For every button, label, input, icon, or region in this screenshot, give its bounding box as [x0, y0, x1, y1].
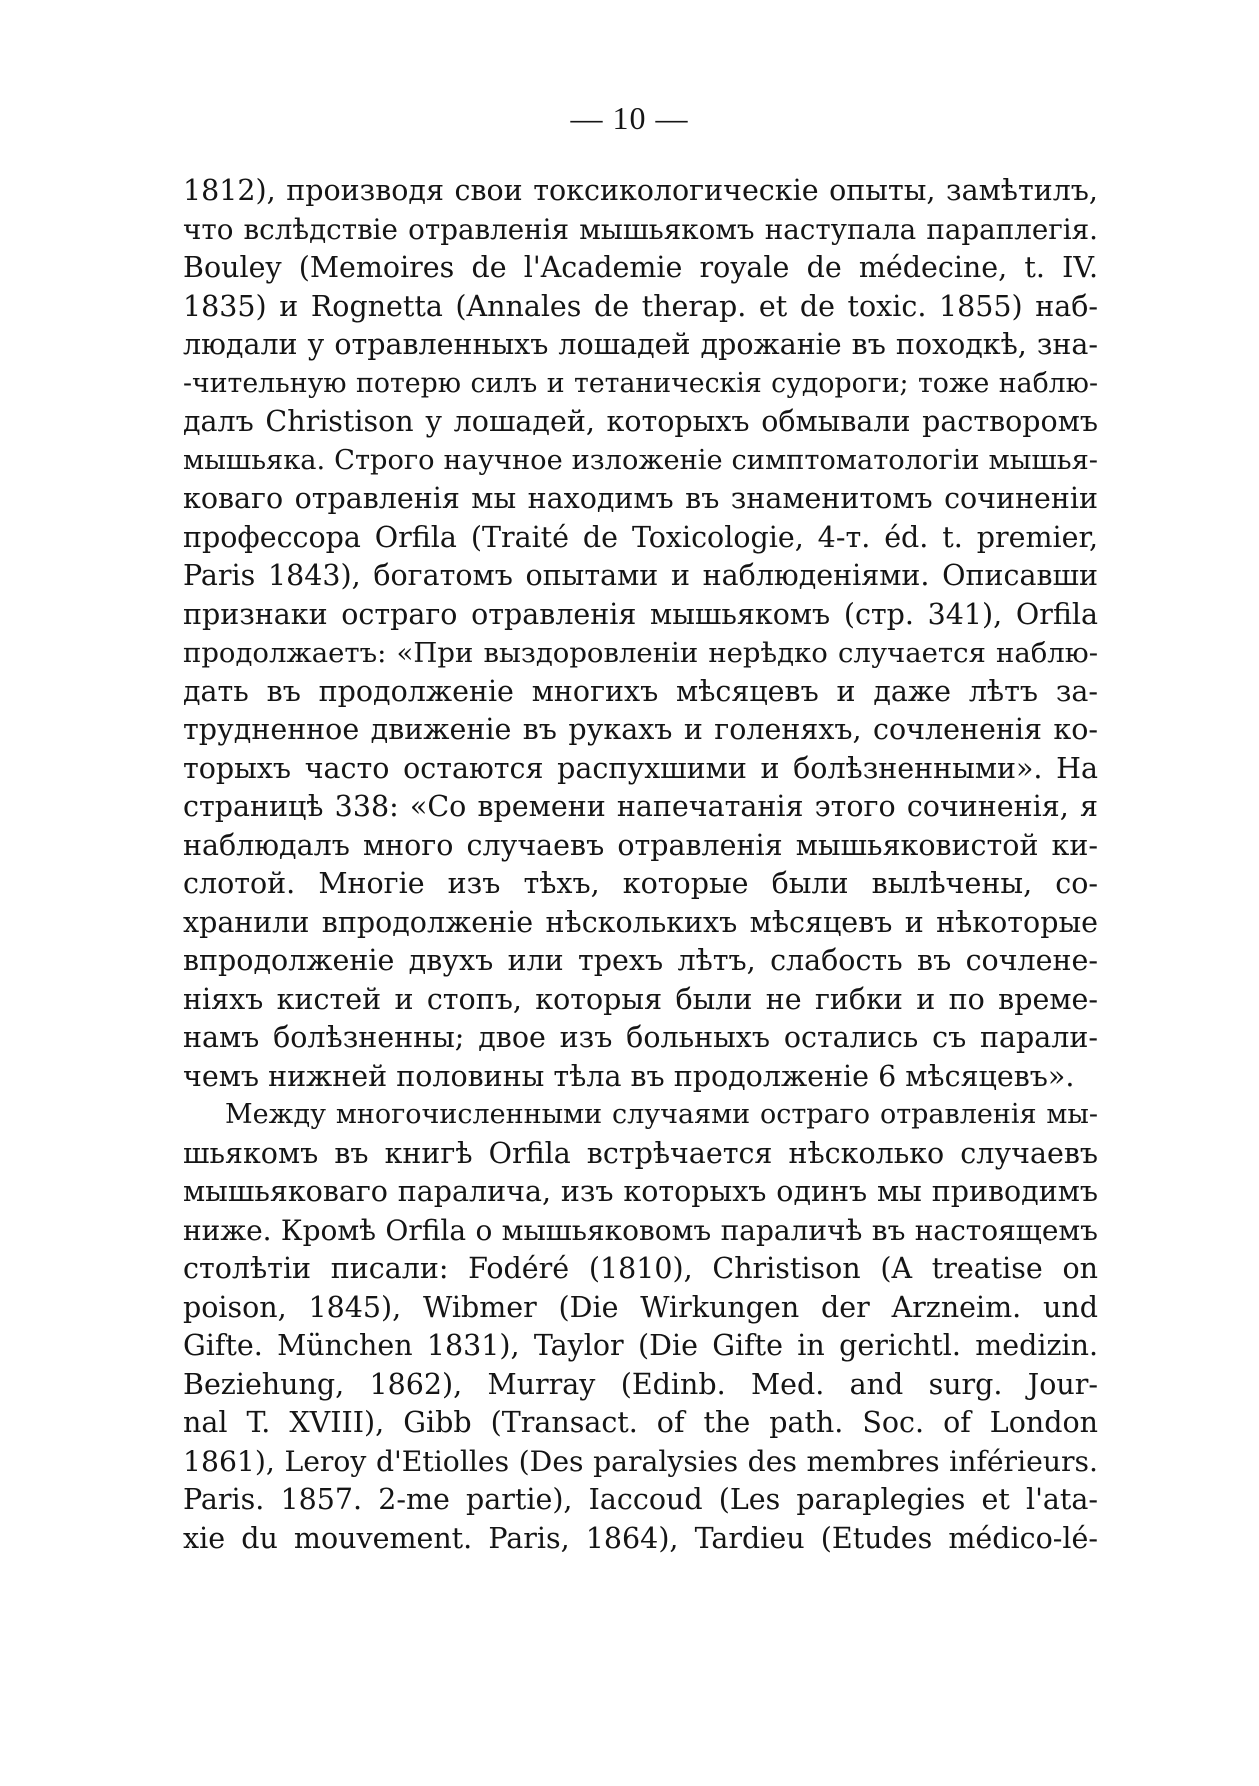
text-line: трудненное движенiе въ рукахъ и голеняхъ, сочлененiя ко-	[183, 713, 1098, 746]
page-number: — 10 —	[570, 100, 689, 136]
text-line: слотой. Многiе изъ тѣхъ, которые были вылѣчены, со-	[183, 867, 1098, 900]
text-line: Paris 1843), богатомъ опытами и наблюденiями. Описавши	[183, 559, 1098, 592]
text-line: впродолженiе двухъ или трехъ лѣтъ, слабость въ сочлене-	[183, 944, 1098, 977]
text-line: далъ Christison у лошадей, которыхъ обмывали растворомъ	[183, 405, 1098, 438]
paragraph-2	[183, 1096, 1098, 1558]
text-line: страницѣ 338: «Со времени напечатанiя этого сочиненiя, я	[183, 790, 1098, 823]
text-line: 1861), Leroy d'Etiolles (Des paralysies des membres inférieurs.	[183, 1444, 1098, 1478]
text-line: признаки остраго отравленiя мышьякомъ (стр. 341), Orfila	[183, 597, 1098, 631]
text-line: 1812), производя свои токсикологическiе опыты, замѣтилъ,	[183, 174, 1098, 207]
paragraph-1	[183, 172, 1098, 1096]
text-line: профессора Orfila (Traité de Toxicologie, 4-т. éd. t. premier,	[183, 520, 1098, 554]
text-line: nal T. XVIII), Gibb (Transact. of the path. Soc. of London	[183, 1406, 1098, 1439]
text-line: что вслѣдствiе отравленiя мышьякомъ наступала параплегiя.	[183, 212, 1098, 246]
text-line: намъ болѣзненны; двое изъ больныхъ остались съ парали-	[183, 1021, 1098, 1054]
text-line: Beziehung, 1862), Murray (Edinb. Med. and surg. Jour-	[183, 1367, 1098, 1401]
text-line: коваго отравленiя мы находимъ въ знаменитомъ сочиненiи	[183, 482, 1098, 515]
text-line: хранили впродолженiе нѣсколькихъ мѣсяцевъ и нѣкоторые	[183, 905, 1098, 939]
text-line: Между многочисленными случаями остраго отравленiя мы-	[225, 1099, 1098, 1130]
text-line: людали у отравленныхъ лошадей дрожанiе въ походкѣ, зна-	[183, 328, 1098, 361]
body-text	[183, 172, 1098, 1558]
text-line: xie du mouvement. Paris, 1864), Tardieu (Etudes médico-lé-	[183, 1521, 1098, 1555]
text-line: торыхъ часто остаются распухшими и болѣзненными». На	[183, 751, 1098, 785]
text-line: ниже. Кромѣ Orfila о мышьяковомъ параличѣ въ настоящемъ	[183, 1213, 1098, 1247]
text-line: дать въ продолженiе многихъ мѣсяцевъ и даже лѣтъ за-	[183, 674, 1098, 708]
text-line: чемъ нижней половины тѣла въ продолженiе 6 мѣсяцевъ».	[183, 1059, 1075, 1093]
text-line: нiяхъ кистей и стопъ, которыя были не гибки и по време-	[183, 982, 1098, 1016]
text-line: мышьяка. Строго научное изложенiе симптоматологiи мышья-	[183, 444, 1098, 476]
text-line: poison, 1845), Wibmer (Die Wirkungen der Arzneim. und	[183, 1290, 1098, 1324]
text-line: шьякомъ въ книгѣ Orfila встрѣчается нѣсколько случаевъ	[183, 1136, 1098, 1170]
text-line: -чительную потерю силъ и тетаническiя судороги; тоже наблю-	[183, 367, 1098, 399]
text-line: наблюдалъ много случаевъ отравленiя мышьяковистой ки-	[183, 828, 1098, 862]
text-line: Gifte. München 1831), Taylor (Die Gifte in gerichtl. medizin.	[183, 1329, 1098, 1362]
text-line: Bouley (Memoires de l'Academie royale de médecine, t. IV.	[183, 251, 1098, 284]
text-line: мышьяковаго паралича, изъ которыхъ одинъ мы приводимъ	[183, 1175, 1098, 1208]
text-line: 1835) и Rognetta (Annales de therap. et de toxic. 1855) наб-	[183, 289, 1098, 323]
text-line: продолжаетъ: «При выздоровленiи нерѣдко случается наблю-	[183, 637, 1098, 669]
text-line: Paris. 1857. 2-me partie), Iaccoud (Les paraplegies et l'ata-	[183, 1483, 1098, 1516]
text-line: столѣтiи писали: Fodéré (1810), Christison (A treatise on	[183, 1252, 1098, 1285]
